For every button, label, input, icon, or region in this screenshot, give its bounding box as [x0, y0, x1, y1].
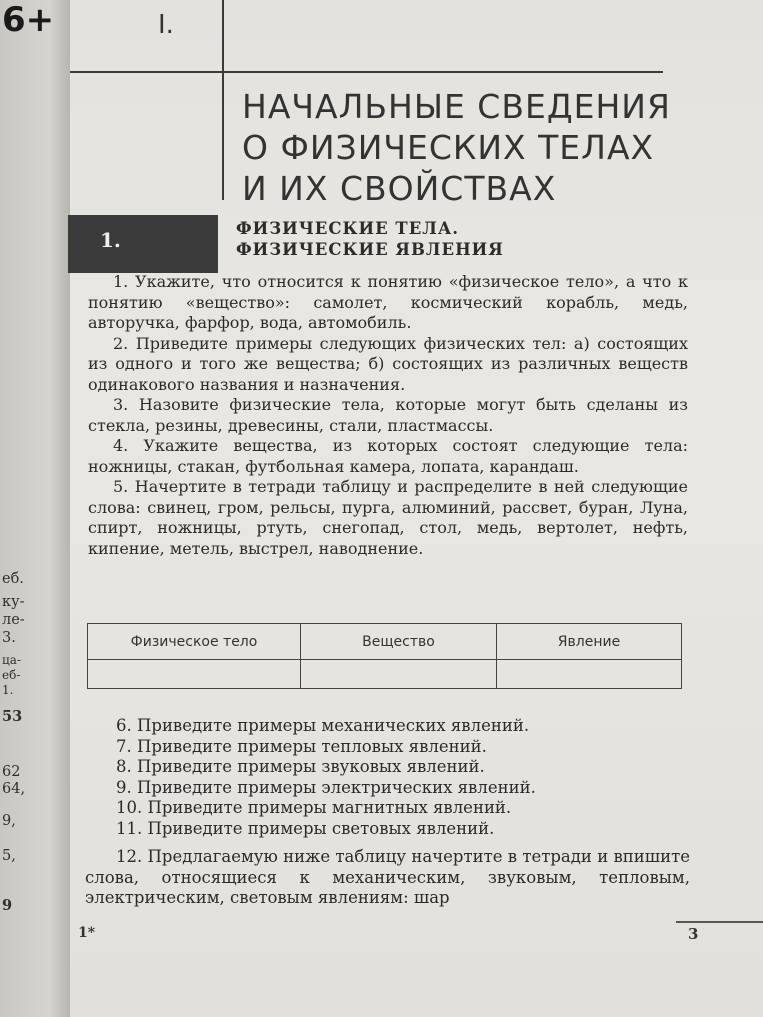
table-header-row: [88, 624, 682, 660]
margin-fragment: еб.: [2, 571, 24, 587]
chapter-title: [242, 86, 682, 209]
margin-fragment: 62: [2, 764, 21, 780]
chapter-number: I.: [158, 10, 174, 40]
question-4: 4. Укажите вещества, из которых состоят следующие тела: ножницы, стакан, футбольная камера, лопата, карандаш.: [88, 436, 688, 476]
page-number: 3: [688, 925, 699, 943]
table-cell: [88, 660, 301, 689]
handwritten-grade: 6+: [2, 0, 55, 40]
margin-fragment: ку-: [2, 594, 25, 610]
margin-fragment: 3.: [2, 630, 16, 646]
header-vertical-rule: [222, 0, 224, 200]
margin-fragment: 9: [2, 897, 13, 914]
margin-fragment: ле-: [2, 612, 25, 628]
chapter-title-line: О ФИЗИЧЕСКИХ ТЕЛАХ: [242, 128, 655, 167]
question-12: [85, 847, 690, 909]
table-cell: [301, 660, 497, 689]
questions-block: [88, 272, 688, 559]
section-title-line: ФИЗИЧЕСКИЕ ЯВЛЕНИЯ: [236, 240, 504, 259]
section-title-line: ФИЗИЧЕСКИЕ ТЕЛА.: [236, 219, 460, 238]
question-9: 9. Приведите примеры электрических явлений.: [116, 777, 536, 797]
question-7: 7. Приведите примеры тепловых явлений.: [116, 736, 487, 756]
questions-list: [116, 716, 696, 839]
footer-rule: [676, 921, 763, 923]
table-header-cell: Вещество: [301, 624, 497, 660]
question-10: 10. Приведите примеры магнитных явлений.: [116, 798, 512, 817]
question-6: 6. Приведите примеры механических явлений.: [116, 716, 530, 735]
margin-fragment: 53: [2, 708, 23, 725]
printer-signature: 1*: [78, 925, 96, 941]
question-11: 11. Приведите примеры световых явлений.: [116, 818, 495, 838]
margin-fragment: 9,: [2, 813, 16, 829]
header-horizontal-rule: [70, 71, 663, 73]
section-number-box: [68, 215, 218, 273]
table-cell: [497, 660, 682, 689]
table-row: [88, 660, 682, 689]
question-2: 2. Приведите примеры следующих физических тел: а) состоящих из одного и того же вещества; б) состоящих из различных веществ одинакового названия и назначения.: [88, 333, 688, 394]
question-5: 5. Начертите в тетради таблицу и распределите в ней следующие слова: свинец, гром, рельсы, пурга, алюминий, рассвет, буран, Луна, спирт, ножницы, ртуть, снегопад, стол, медь, вертолет, нефть, кипение, метель, выстрел, наводнение.: [88, 477, 688, 558]
margin-fragment: 64,: [2, 781, 26, 797]
margin-fragment: еб-: [2, 668, 21, 682]
section-number: 1.: [100, 228, 121, 252]
chapter-title-line: И ИХ СВОЙСТВАХ: [242, 169, 557, 208]
question-8: 8. Приведите примеры звуковых явлений.: [116, 757, 485, 776]
question-12-text: 12. Предлагаемую ниже таблицу начертите в тетради и впишите слова, относящиеся к механическим, звуковым, тепловым, электрическим, световым явлениям: шар: [85, 847, 690, 907]
classification-table: [87, 623, 682, 689]
margin-fragment: ца-: [2, 653, 21, 667]
section-title: [236, 218, 504, 260]
question-3: 3. Назовите физические тела, которые могут быть сделаны из стекла, резины, древесины, стали, пластмассы.: [88, 395, 688, 435]
table-header-cell: Явление: [497, 624, 682, 660]
margin-fragment: 5,: [2, 848, 16, 864]
chapter-title-line: НАЧАЛЬНЫЕ СВЕДЕНИЯ: [242, 87, 671, 126]
table-header-cell: Физическое тело: [88, 624, 301, 660]
margin-fragment: 1.: [2, 683, 14, 697]
question-1: 1. Укажите, что относится к понятию «физическое тело», а что к понятию «вещество»: самолет, космический корабль, медь, авторучка, фарфор, вода, автомобиль.: [88, 272, 688, 332]
